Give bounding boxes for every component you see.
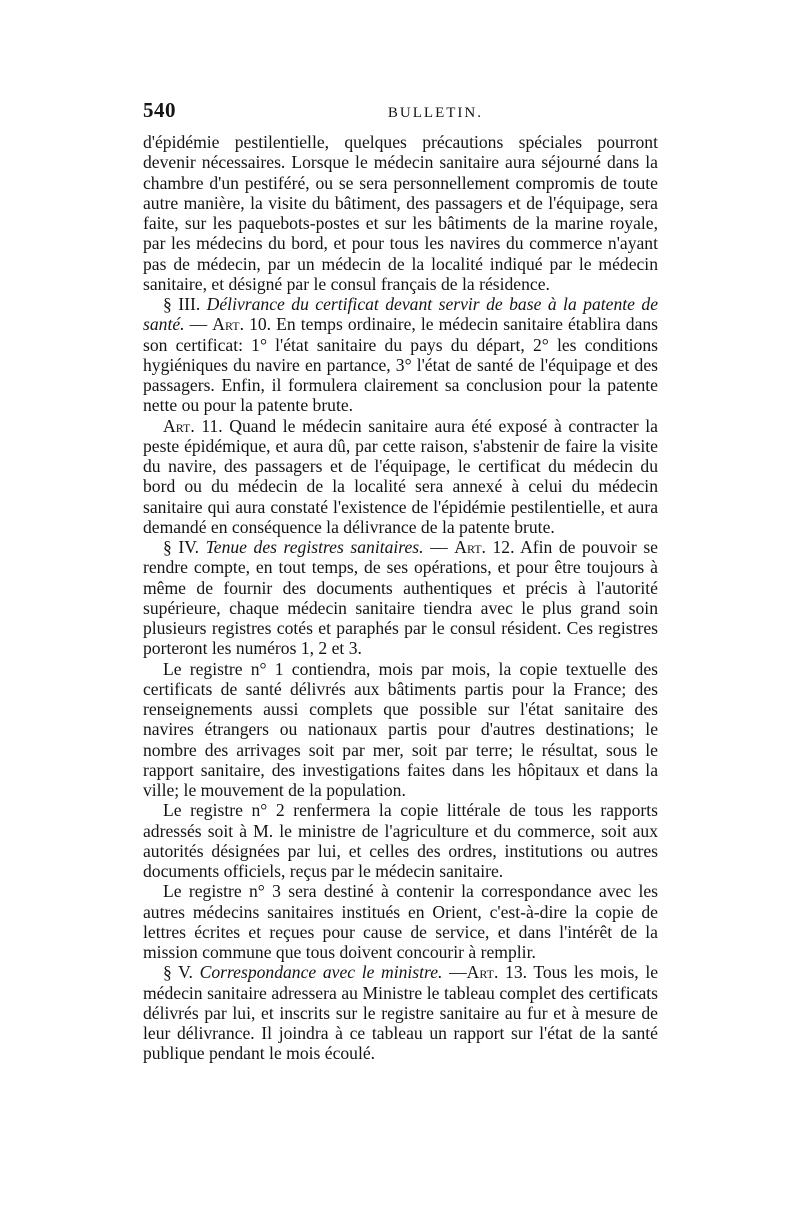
dash: — [184,314,213,335]
paragraph-register-3: Le registre n° 3 sera destiné à contenir la correspondance avec les autres médecins sanitaires institués en Orient, c'est-à-dire la copie de lettres écrites et reçues pour cause de service, et dans l'intérêt de la mission commune que tous doivent concourir à remplir. [143,881,658,962]
paragraph-section-4 [143,537,658,659]
article-number: 11. [194,415,223,436]
paragraph-register-2: Le registre n° 2 renfermera la copie littérale de tous les rapports adressés soit à M. le ministre de l'agriculture et du commerce, soit aux autorités désignées par lui, et celles des ordres, institutions ou autres documents officiels, reçus par le médecin sanitaire. [143,800,658,881]
dash: — [442,962,467,983]
article-text: En temps ordinaire, le médecin sanitaire établira dans son certificat: 1° l'état sanitaire du pays du départ, 2° les conditions hygiéniques du navire en partance, 3° l'état de santé de l'équipage et des passagers. Enfin, il formulera clairement sa conclusion pour la patente nette ou pour la patente brute. [143,314,659,416]
paragraph-register-1: Le registre n° 1 contiendra, mois par mois, la copie textuelle des certificats de santé délivrés aux bâtiments partis pour la France; des renseignements aussi complets que possible sur l'état sanitaire des navires étrangers ou nationaux partis pour d'autres destinations; le nombre des arrivages soit par mer, soit par terre; le résultat, sous le rapport sanitaire, des investigations faites dans les hôpitaux et dans la ville; le mouvement de la population. [143,658,658,800]
section-number: § IV. [163,537,200,557]
page-number: 540 [143,98,176,122]
article-label: Art. [466,962,499,983]
paragraph-article-11 [143,416,658,538]
article-text: Quand le médecin sanitaire aura été exposé à contracter la peste épidémique, et aura dû, par cette raison, s'abstenir de faire la visite du navire, des passagers et de l'équipage, le certificat du médecin du bord ou du médecin de la localité sera annexé à celui du médecin sanitaire qui aura constaté l'existence de l'épidémie pestilentielle, et aura demandé en conséquence la délivrance de la patente brute. [143,415,658,537]
page-header [143,98,658,132]
body-text [143,132,658,1064]
section-title: Tenue des registres sanitaires. [205,537,424,557]
section-number: § III. [163,294,201,314]
section-title: Correspondance avec le ministre. [199,962,443,983]
dash: — [423,537,455,557]
running-head: BULLETIN. [387,105,483,121]
article-label: Art. [454,537,486,557]
section-number: § V. [163,962,193,983]
paragraph-epidemic-precautions: d'épidémie pestilentielle, quelques précautions spéciales pourront devenir nécessaires. Lorsque le médecin sanitaire aura séjourné dans la chambre d'un pestiféré, ou se sera personnellement compromis de toute autre manière, la visite du bâtiment, des passagers et de l'équipage, sera faite, sur les paquebots-postes et sur les bâtiments de la marine royale, par les médecins du bord, et pour tous les navires du commerce n'ayant pas de médecin, par un médecin de la localité indiqué par le médecin sanitaire, et désigné par le consul français de la résidence. [143,132,658,294]
book-page [143,98,658,1064]
article-number: 10. [244,314,272,335]
article-number: 12. [485,537,515,557]
article-label: Art. [212,314,245,335]
article-text: Afin de pouvoir se rendre compte, en tout temps, de ses opérations, et pour être toujours à même de fournir des documents authentiques et précis à l'autorité supérieure, chaque médecin sanitaire tiendra avec le plus grand soin plusieurs registres cotés et paraphés par le consul résident. Ces registres porteront les numéros 1, 2 et 3. [143,537,658,659]
article-text: Tous les mois, le médecin sanitaire adressera au Ministre le tableau complet des certificats délivrés par lui, et inscrits sur le registre sanitaire au fur et à mesure de leur délivrance. Il joindra à ce tableau un rapport sur l'état de la santé publique pendant le mois écoulé. [143,962,659,1064]
article-number: 13. [498,962,528,983]
section-title: Délivrance du certificat devant servir de base à la patente de santé. [143,294,659,335]
paragraph-section-5 [143,962,658,1063]
article-label: Art. [163,415,195,436]
paragraph-section-3 [143,294,658,416]
